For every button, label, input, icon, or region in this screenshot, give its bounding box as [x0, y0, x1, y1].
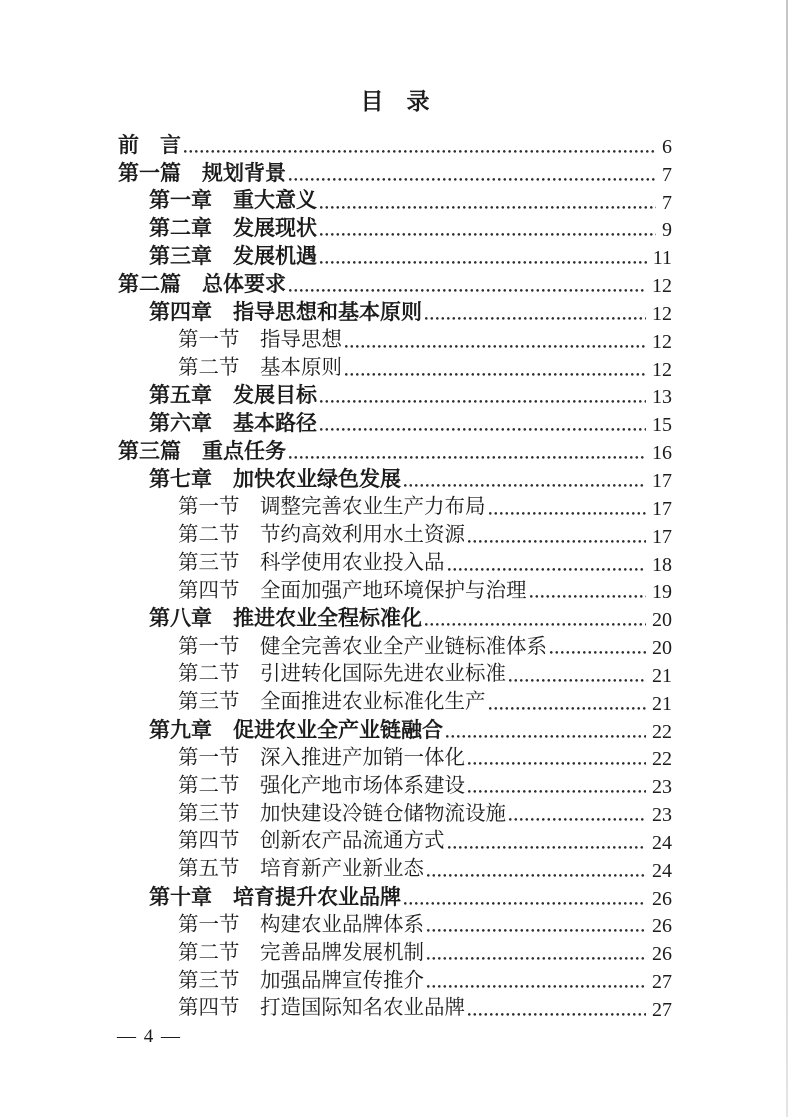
- toc-entry-page: 12: [652, 302, 672, 325]
- toc-entry-page: 21: [652, 692, 672, 715]
- toc-dot-leader: [468, 790, 646, 793]
- toc-entry: [118, 129, 672, 157]
- toc-entry-label: 第三节 加快建设冷链仓储物流设施: [178, 802, 506, 825]
- toc-entry-label: 第四节 全面加强产地环境保护与治理: [178, 579, 527, 602]
- toc-entry-page: 23: [652, 776, 672, 799]
- toc-dot-leader: [427, 874, 646, 877]
- toc-entry-page: 19: [652, 581, 672, 604]
- toc-entry-label: 第五节 培育新产业新业态: [178, 858, 424, 881]
- toc-entry-page: 24: [652, 859, 672, 882]
- page-title: 目 录: [360, 88, 430, 114]
- toc-entry-page: 6: [662, 135, 672, 158]
- toc-dot-leader: [320, 428, 646, 431]
- toc-entry-page: 15: [652, 414, 672, 437]
- toc-dot-leader: [320, 206, 656, 209]
- toc-entry-page: 7: [662, 191, 672, 214]
- toc-dot-leader: [468, 540, 646, 543]
- toc-entry-page: 20: [652, 609, 672, 632]
- toc-dot-leader: [550, 651, 646, 654]
- toc-entry-page: 26: [652, 887, 672, 910]
- toc-entry: [118, 491, 672, 519]
- toc-entry-label: 第六章 基本路径: [149, 412, 317, 436]
- toc-entry-label: 前 言: [118, 133, 181, 157]
- toc-entry: [118, 268, 672, 296]
- toc-entry-label: 第八章 推进农业全程标准化: [149, 607, 422, 631]
- toc-entry: [118, 185, 672, 213]
- toc-entry-page: 26: [652, 943, 672, 966]
- toc-entry: [118, 324, 672, 352]
- toc-entry-page: 11: [652, 247, 672, 270]
- toc-entry: [118, 547, 672, 575]
- toc-entry: [118, 825, 672, 853]
- toc-entry-page: 20: [652, 637, 672, 660]
- toc-entry: [118, 742, 672, 770]
- toc-entry: [118, 658, 672, 686]
- toc-entry-label: 第九章 促进农业全产业链融合: [149, 718, 443, 742]
- toc-entry-page: 27: [652, 999, 672, 1021]
- toc-dot-leader: [468, 762, 646, 765]
- toc-entry: [118, 435, 672, 463]
- toc-dot-leader: [320, 261, 647, 264]
- toc-entry: [118, 352, 672, 380]
- toc-dot-leader: [427, 985, 646, 988]
- toc-dot-leader: [404, 902, 646, 905]
- toc-dot-leader: [427, 929, 646, 932]
- toc-entry-label: 第三篇 重点任务: [118, 440, 286, 464]
- toc-entry-label: 第一节 健全完善农业全产业链标准体系: [178, 635, 547, 658]
- toc-entry-label: 第四节 打造国际知名农业品牌: [178, 997, 465, 1020]
- toc-dot-leader: [289, 178, 656, 181]
- toc-entry-label: 第四节 创新农产品流通方式: [178, 830, 445, 853]
- toc-entry-page: 7: [662, 163, 672, 186]
- toc-entry-label: 第四章 指导思想和基本原则: [149, 300, 422, 324]
- toc-entry-label: 第二节 完善品牌发展机制: [178, 941, 424, 964]
- toc-entry: [118, 936, 672, 964]
- toc-entry-page: 27: [652, 971, 672, 994]
- toc-entry: [118, 157, 672, 185]
- toc-entry-label: 第二章 发展现状: [149, 217, 317, 241]
- toc-dot-leader: [446, 735, 646, 738]
- toc-entry-label: 第一篇 规划背景: [118, 161, 286, 185]
- toc-dot-leader: [448, 568, 647, 571]
- toc-dot-leader: [530, 595, 647, 598]
- toc-entry-label: 第十章 培育提升农业品牌: [149, 885, 401, 909]
- page-number-footer: — 4 —: [117, 1026, 182, 1047]
- toc-entry-label: 第三节 加强品牌宣传推介: [178, 969, 424, 992]
- toc-list: [118, 129, 672, 1020]
- toc-dot-leader: [320, 400, 646, 403]
- toc-entry-page: 12: [652, 358, 672, 381]
- toc-entry-page: 22: [652, 720, 672, 743]
- toc-dot-leader: [509, 818, 646, 821]
- toc-entry-label: 第一章 重大意义: [149, 189, 317, 213]
- toc-dot-leader: [345, 373, 646, 376]
- toc-entry-page: 21: [652, 664, 672, 687]
- toc-entry-label: 第一节 构建农业品牌体系: [178, 913, 424, 936]
- toc-entry: [118, 797, 672, 825]
- toc-entry: [118, 296, 672, 324]
- toc-entry: [118, 992, 672, 1020]
- toc-entry-page: 13: [652, 386, 672, 409]
- toc-entry: [118, 881, 672, 909]
- toc-entry: [118, 714, 672, 742]
- toc-entry-page: 22: [652, 748, 672, 771]
- toc-entry: [118, 769, 672, 797]
- toc-dot-leader: [425, 623, 646, 626]
- toc-entry-label: 第一节 深入推进产加销一体化: [178, 746, 465, 769]
- toc-entry: [118, 686, 672, 714]
- toc-entry-label: 第二节 节约高效利用水土资源: [178, 524, 465, 547]
- toc-entry-label: 第三节 科学使用农业投入品: [178, 551, 445, 574]
- toc-dot-leader: [404, 484, 646, 487]
- toc-entry-page: 17: [652, 469, 672, 492]
- toc-dot-leader: [320, 233, 656, 236]
- toc-entry-page: 12: [652, 275, 672, 298]
- toc-dot-leader: [489, 707, 647, 710]
- toc-entry: [118, 602, 672, 630]
- toc-dot-leader: [489, 512, 647, 515]
- toc-dot-leader: [448, 846, 647, 849]
- toc-entry-page: 26: [652, 915, 672, 938]
- toc-dot-leader: [345, 345, 646, 348]
- toc-entry: [118, 463, 672, 491]
- toc-entry-label: 第一节 指导思想: [178, 329, 342, 352]
- toc-entry: [118, 909, 672, 937]
- toc-entry-label: 第五章 发展目标: [149, 384, 317, 408]
- toc-entry-page: 17: [652, 497, 672, 520]
- toc-entry-page: 18: [652, 553, 672, 576]
- toc-entry-label: 第二节 引进转化国际先进农业标准: [178, 663, 506, 686]
- toc-dot-leader: [509, 679, 646, 682]
- toc-entry: [118, 407, 672, 435]
- toc-entry-page: 24: [652, 831, 672, 854]
- toc-entry-label: 第一节 调整完善农业生产力布局: [178, 496, 486, 519]
- toc-entry: [118, 213, 672, 241]
- toc-entry-label: 第七章 加快农业绿色发展: [149, 467, 401, 491]
- toc-entry: [118, 630, 672, 658]
- toc-entry-label: 第三节 全面推进农业标准化生产: [178, 691, 486, 714]
- toc-entry: [118, 380, 672, 408]
- toc-entry-page: 17: [652, 525, 672, 548]
- toc-dot-leader: [425, 317, 646, 320]
- toc-dot-leader: [289, 456, 646, 459]
- toc-entry-label: 第二节 强化产地市场体系建设: [178, 774, 465, 797]
- toc-entry: [118, 575, 672, 603]
- toc-entry-label: 第二节 基本原则: [178, 357, 342, 380]
- toc-entry-page: 12: [652, 330, 672, 353]
- toc-entry: [118, 519, 672, 547]
- toc-dot-leader: [184, 150, 656, 153]
- toc-dot-leader: [427, 957, 646, 960]
- toc-entry-page: 9: [662, 219, 672, 242]
- toc-entry: [118, 853, 672, 881]
- toc-entry: [118, 964, 672, 992]
- toc-dot-leader: [289, 289, 646, 292]
- toc-dot-leader: [468, 1013, 646, 1016]
- scan-edge-line: [786, 0, 788, 1117]
- toc-entry-label: 第三章 发展机遇: [149, 245, 317, 269]
- toc-entry-page: 23: [652, 804, 672, 827]
- toc-entry-label: 第二篇 总体要求: [118, 273, 286, 297]
- toc-entry-page: 16: [652, 442, 672, 465]
- toc-entry: [118, 240, 672, 268]
